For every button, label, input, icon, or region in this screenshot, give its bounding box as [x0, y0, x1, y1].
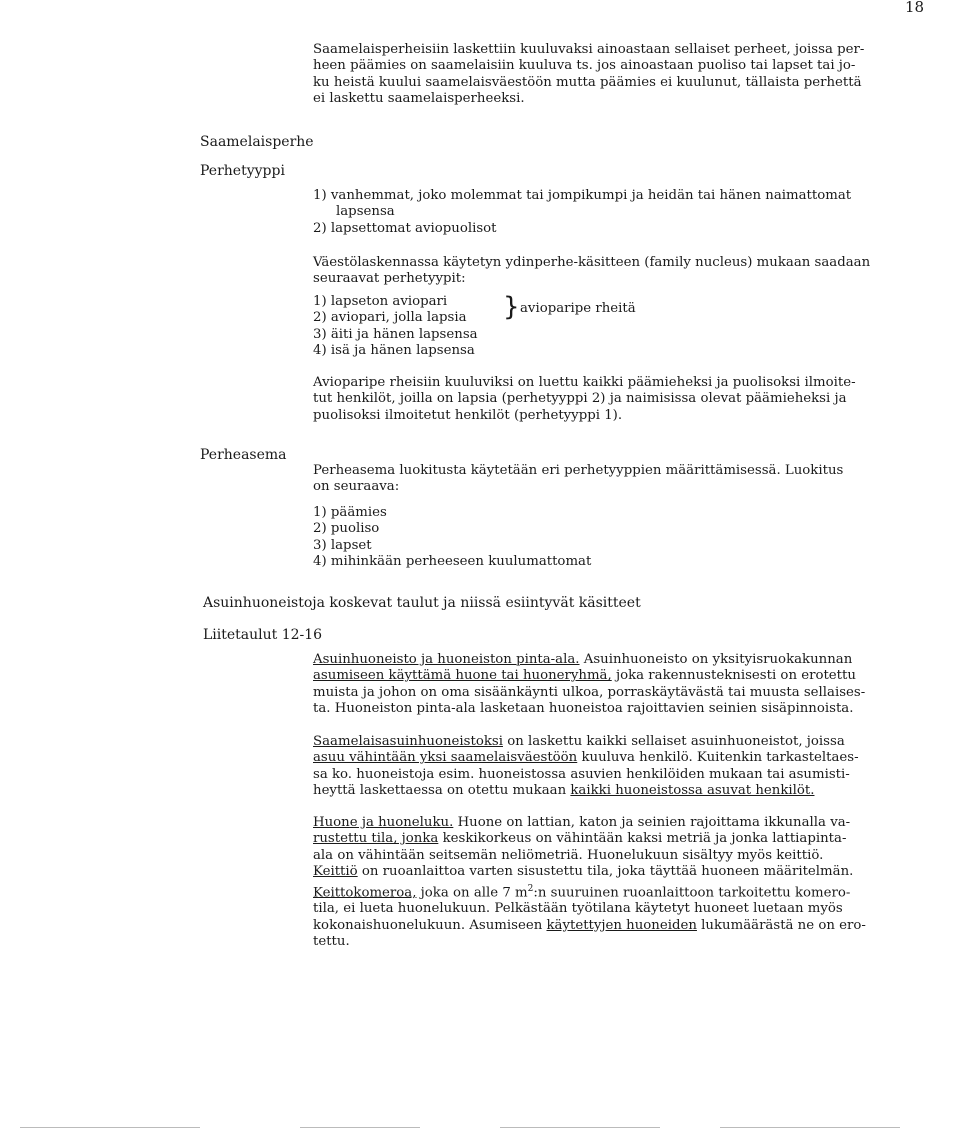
list-item: 1) päämies	[313, 505, 387, 520]
defined-term: asuu vähintään yksi saamelaisväestöön	[313, 750, 578, 766]
list-item: 4) isä ja hänen lapsensa	[313, 343, 475, 359]
saamelaisasuinhuoneisto-definition: Saamelaisasuinhuoneistoksi on laskettu kaikki sellaiset asuinhuoneistot, joissa asuu vähintään yksi saamelaisväestöön kuuluva henkilö. Kuitenkin tarkasteltaes- sa ko. huoneistoja esim. huoneistossa asuvien henkilöiden mukaan tai asumisti- heyttä laskettaessa on otettu mukaan kaikki huoneistossa asuvat henkilöt.	[313, 734, 859, 799]
huone-definition: Huone ja huoneluku. Huone on lattian, katon ja seinien rajoittama ikkunalla va- rustettu tila, jonka keskikorkeus on vähintään kaksi metriä ja jonka lattiapinta- ala on vähintään seitsemän neliömetriä. Huonelukuun sisältyy myös keittiö. Keittiö on ruoanlaittoa varten sisustettu tila, joka täyttää huoneen määritelmän. Keittokomeroa, joka on alle 7 $m^2:n$ suuruinen ruoanlaittoon tarkoitettu komero- tila, ei lueta huonelukuun. Pelkästään työtilana käytetyt huoneet luetaan myös kokonaishuonelukuun. Asumiseen käytettyjen huoneiden lukumäärästä ne on ero- tettu.	[313, 815, 866, 950]
paragraph-line: tettu.	[313, 934, 350, 950]
perheasema-label: Perheasema	[200, 447, 287, 463]
brace-label: avioparipe rheitä	[520, 301, 636, 316]
list-item: 2) puoliso	[313, 521, 380, 537]
list-item: 4) mihinkään perheeseen kuulumattomat	[313, 554, 592, 570]
paragraph-line: tut henkilöt, joilla on lapsia (perhetyyppi 2) ja naimisissa olevat päämieheksi ja	[313, 391, 847, 407]
defined-term: Huone ja huoneluku.	[313, 815, 454, 830]
scan-artifact-rule	[300, 1127, 420, 1128]
paragraph-line: on seuraava:	[313, 479, 400, 495]
list-item: 2) lapsettomat aviopuolisot	[313, 220, 497, 236]
perhetyypit-list	[313, 294, 478, 360]
intro-line: ku heistä kuului saamelaisväestöön mutta päämies ei kuulunut, tällaista perhettä	[313, 74, 862, 90]
right-brace: }	[503, 292, 520, 322]
paragraph-line: Avioparipe rheisiin kuuluviksi on luettu kaikki päämieheksi ja puolisoksi ilmoite-	[313, 375, 856, 390]
asuinhuoneisto-definition: Asuinhuoneisto ja huoneiston pinta-ala. Asuinhuoneisto on yksityisruokakunnan asumiseen käyttämä huone tai huoneryhmä, joka rakennusteknisesti on erotettu muista ja johon on oma sisäänkäynti ulkoa, porraskäytävästä tai muusta sellaises- ta. Huoneiston pinta-ala lasketaan huoneistoa rajoittavien seinien sisäpinnoista.	[313, 652, 866, 717]
scan-artifact-rule	[720, 1127, 900, 1128]
liitetaulut-label: Liitetaulut 12-16	[203, 627, 323, 643]
intro-line: ei laskettu saamelaisperheeksi.	[313, 91, 525, 107]
paragraph-line: muista ja johon on oma sisäänkäynti ulkoa, porraskäytävästä tai muusta sellaises-	[313, 684, 866, 700]
defined-term: rustettu tila, jonka	[313, 831, 439, 847]
paragraph-line: puolisoksi ilmoitetut henkilöt (perhetyyppi 1).	[313, 407, 623, 423]
list-item: 1) lapseton aviopari	[313, 294, 448, 309]
defined-term: asumiseen käyttämä huone tai huoneryhmä,	[313, 668, 612, 684]
intro-line: Saamelaisperheisiin laskettiin kuuluvaksi ainoastaan sellaiset perheet, joissa per-	[313, 42, 865, 57]
perheasema-list	[313, 505, 591, 571]
paragraph-line: seuraavat perhetyypit:	[313, 271, 466, 287]
defined-term: Asuinhuoneisto ja huoneiston pinta-ala.	[313, 652, 580, 667]
saamelaisperhe-heading: Saamelaisperhe	[200, 134, 314, 150]
paragraph-line: ta. Huoneiston pinta-ala lasketaan huoneistoa rajoittavien seinien sisäpinnoista.	[313, 701, 854, 717]
page-number: 18	[905, 0, 925, 16]
perhetyyppi-list	[313, 188, 851, 237]
paragraph-line: tila, ei lueta huonelukuun. Pelkästään työtilana käytetyt huoneet luetaan myös	[313, 901, 843, 917]
scan-artifact-rule	[500, 1127, 660, 1128]
intro-paragraph	[313, 42, 864, 108]
defined-term: käytettyjen huoneiden	[546, 917, 697, 933]
defined-term: Keittiö	[313, 864, 358, 880]
paragraph-line: ala on vähintään seitsemän neliömetriä. Huonelukuun sisältyy myös keittiö.	[313, 847, 824, 863]
list-item: 2) aviopari, jolla lapsia	[313, 310, 467, 326]
avioparipe-paragraph	[313, 375, 856, 424]
intro-line: heen päämies on saamelaisiin kuuluva ts. jos ainoastaan puoliso tai lapset tai jo-	[313, 58, 856, 74]
list-item: 1) vanhemmat, joko molemmat tai jompikumpi ja heidän tai hänen naimattomat	[313, 188, 852, 203]
perhetyyppi-label: Perhetyyppi	[200, 163, 285, 179]
paragraph-line: sa ko. huoneistoja esim. huoneistossa asuvien henkilöiden mukaan tai asumisti-	[313, 766, 850, 782]
list-item: 3) lapset	[313, 537, 372, 553]
ydinperhe-paragraph	[313, 255, 870, 288]
defined-term: Keittokomeroa,	[313, 885, 417, 901]
list-item: lapsensa	[336, 204, 395, 220]
list-item: 3) äiti ja hänen lapsensa	[313, 326, 478, 342]
defined-term: kaikki huoneistossa asuvat henkilöt.	[570, 783, 815, 799]
defined-term: Saamelaisasuinhuoneistoksi	[313, 734, 503, 749]
scan-artifact-rule	[20, 1127, 200, 1128]
paragraph-line: Perheasema luokitusta käytetään eri perhetyyppien määrittämisessä. Luokitus	[313, 463, 844, 478]
asuinhuoneisto-heading: Asuinhuoneistoja koskevat taulut ja niissä esiintyvät käsitteet	[203, 595, 641, 611]
perheasema-paragraph	[313, 463, 843, 496]
paragraph-line: Väestölaskennassa käytetyn ydinperhe-käsitteen (family nucleus) mukaan saadaan	[313, 255, 871, 270]
